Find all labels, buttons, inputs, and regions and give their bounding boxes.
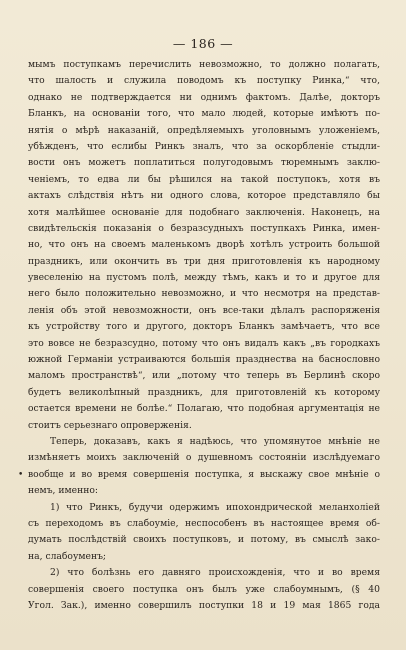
text-line: Теперь, доказавъ, какъ я надѣюсь, что упомянутое мнѣніе не <box>50 435 380 447</box>
text-line: вообще и во время совершенія поступка, я выскажу свое мнѣніе о • <box>28 467 380 483</box>
body-text <box>18 57 380 614</box>
text-line: однако не подтверждается ни однимъ фактомъ. Далѣе, докторъ <box>28 91 380 103</box>
text-line: но, что онъ на своемъ маленькомъ дворѣ хотѣлъ устроить большой <box>28 239 380 251</box>
text-line: немъ, именно: <box>28 485 98 497</box>
text-line: ленія объ этой невозможности, онъ все-таки дѣлалъ распоряженія <box>28 304 380 316</box>
text-line: 2) что болѣзнь его давняго происхожденія, что и во время <box>50 567 380 579</box>
text-line: вости онъ можетъ поплатиться полугодовымъ тюремнымъ заклю- <box>28 157 380 169</box>
text-line: на, слабоуменъ; <box>28 550 107 562</box>
text-line: что шалость и служила поводомъ къ поступку Ринка,“ что, <box>28 75 380 87</box>
text-line: ченіемъ, то едва ли бы рѣшился на такой поступокъ, хотя въ <box>28 173 380 185</box>
text-line: мымъ поступкамъ перечислить невозможно, то должно полагать, <box>28 59 380 70</box>
text-line: измѣняетъ моихъ заключеній о душевномъ состояніи изслѣдуемаго <box>28 452 380 464</box>
text-line: праздникъ, или окончить въ три дня приготовленія къ народному <box>28 255 380 267</box>
text-line: къ устройству того и другого, докторъ Бланкъ замѣчаетъ, что все <box>28 321 380 333</box>
text-line: остается времени не болѣе.“ Полагаю, что подобная аргументація не <box>28 403 380 415</box>
text-line: маломъ пространствѣ“, или „потому что теперь въ Берлинѣ скоро <box>28 370 380 382</box>
text-line: хотя малѣйшее основаніе для подобнаго заключенія. Наконецъ, на <box>28 206 380 218</box>
text-line: него было положительно невозможно, и что несмотря на представ- <box>28 288 380 300</box>
text-line: Бланкъ, на основаніи того, что мало людей, которые имѣютъ по- <box>28 108 380 120</box>
text-line: это вовсе не безразсудно, потому что онъ видалъ какъ „въ городкахъ <box>28 337 380 349</box>
text-line: думать послѣдствій своихъ поступковъ, и потому, въ смыслѣ зако- <box>28 534 380 546</box>
text-line: южной Германіи устраиваются большія празднества на баснословно <box>28 354 380 366</box>
text-line: убѣжденъ, что еслибы Ринкъ зналъ, что за оскорбленіе стыдли- <box>28 140 380 152</box>
text-line: 1) что Ринкъ, будучи одержимъ ипохондрической меланхоліей <box>50 501 380 513</box>
text-line: будетъ великолѣпный праздникъ, для приготовленій къ которому <box>28 386 380 398</box>
text-line: актахъ слѣдствія нѣтъ ни одного слова, которое представляло бы <box>28 190 380 202</box>
text-line: стоитъ серьезнаго опроверженія. <box>28 419 192 431</box>
text-line: свидѣтельскія показанія о безразсудныхъ поступкахъ Ринка, имен- <box>28 222 380 234</box>
text-line: Угол. Зак.), именно совершилъ поступки 18 и 19 мая 1865 года <box>28 599 380 611</box>
text-line: совершенія своего поступка онъ былъ уже слабоумнымъ, (§ 40 <box>28 583 380 595</box>
page-number: — 186 — <box>172 36 234 51</box>
text-line: съ переходомъ въ слабоумiе, неспособенъ въ настоящее время об- <box>28 517 380 529</box>
text-line: нятія о мѣрѣ наказаній, опредѣляемыхъ уголовнымъ уложеніемъ, <box>28 124 380 136</box>
margin-mark: • <box>18 469 24 480</box>
text-line: увеселенію на пустомъ полѣ, между тѣмъ, какъ и то и другое для <box>28 272 380 284</box>
